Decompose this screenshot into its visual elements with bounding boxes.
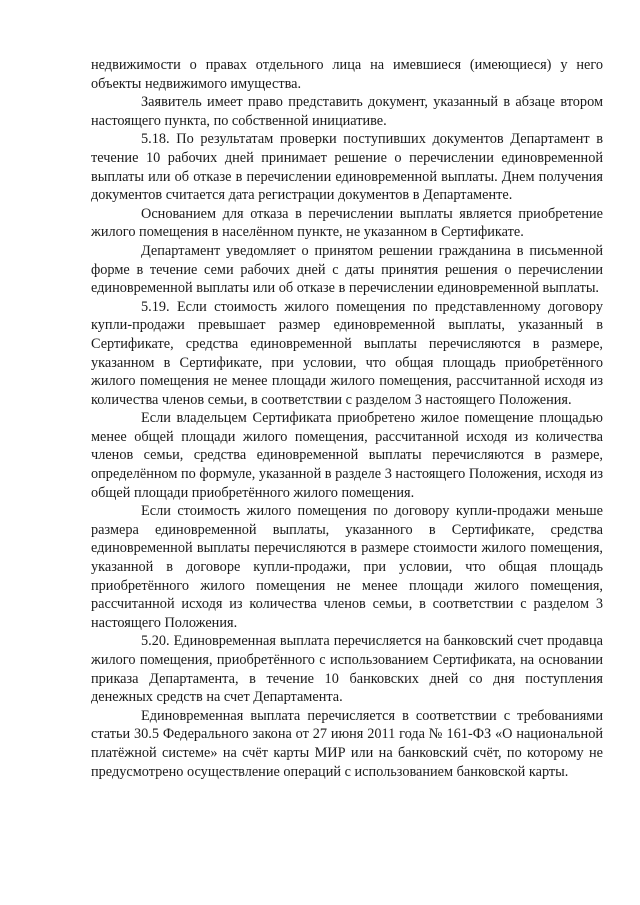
paragraph-lower-price: Если стоимость жилого помещения по договору купли-продажи меньше размера единовременной выплаты, указанного в Сертификате, средства единовременной выплаты перечисляются в размере стоимости жилого помещения, указанной в договоре купли-продажи, при условии, что общая площадь приобретённого жилого помещения не менее площади жилого помещения, рассчитанной исходя из количества членов семьи, в соответствии с разделом 3 настоящего Положения. [91,503,603,631]
paragraph-continuation: недвижимости о правах отдельного лица на имевшиеся (имеющиеся) у него объекты недвижимого имущества. [91,57,603,92]
paragraph-5-18: 5.18. По результатам проверки поступивших документов Департамент в течение 10 рабочих дней принимает решение о перечислении единовременной выплаты или об отказе в перечислении единовременной выплаты. Днем получения документов считается дата регистрации документов в Департаменте. [91,131,603,204]
document-page [91,56,603,781]
paragraph-payment-method: Единовременная выплата перечисляется в соответствии с требованиями статьи 30.5 Федерального закона от 27 июня 2011 года № 161-ФЗ «О национальной платёжной системе» на счёт карты МИР или на банковский счёт, по которому не предусмотрено осуществление операций с использованием банковской карты. [91,707,603,780]
paragraph-notification: Департамент уведомляет о принятом решении гражданина в письменной форме в течение семи рабочих дней с даты принятия решения о перечислении единовременной выплаты или об отказе в перечислении единовременной выплаты. [91,242,603,297]
paragraph-smaller-area: Если владельцем Сертификата приобретено жилое помещение площадью менее общей площади жилого помещения, рассчитанной исходя из количества членов семьи, средства единовременной выплаты перечисляются в размере, определённом по формуле, указанной в разделе 3 настоящего Положения, исходя из общей площади приобретённого жилого помещения. [91,410,603,501]
paragraph-refusal-grounds: Основанием для отказа в перечислении выплаты является приобретение жилого помещения в населённом пункте, не указанном в Сертификате. [91,205,603,241]
paragraph-applicant-right: Заявитель имеет право представить документ, указанный в абзаце втором настоящего пункта, по собственной инициативе. [91,94,603,129]
paragraph-5-19: 5.19. Если стоимость жилого помещения по представленному договору купли-продажи превышает размер единовременной выплаты, указанный в Сертификате, средства единовременной выплаты перечисляются в размере, указанном в Сертификате, при условии, что общая площадь приобретённого жилого помещения не менее площади жилого помещения, рассчитанной исходя из количества членов семьи, в соответствии с разделом 3 настоящего Положения. [91,298,603,408]
paragraph-5-20: 5.20. Единовременная выплата перечисляется на банковский счет продавца жилого помещения, приобретённого с использованием Сертификата, на основании приказа Департамента, в течение 10 банковских дней со дня поступления денежных средств на счет Департамента. [91,633,603,706]
